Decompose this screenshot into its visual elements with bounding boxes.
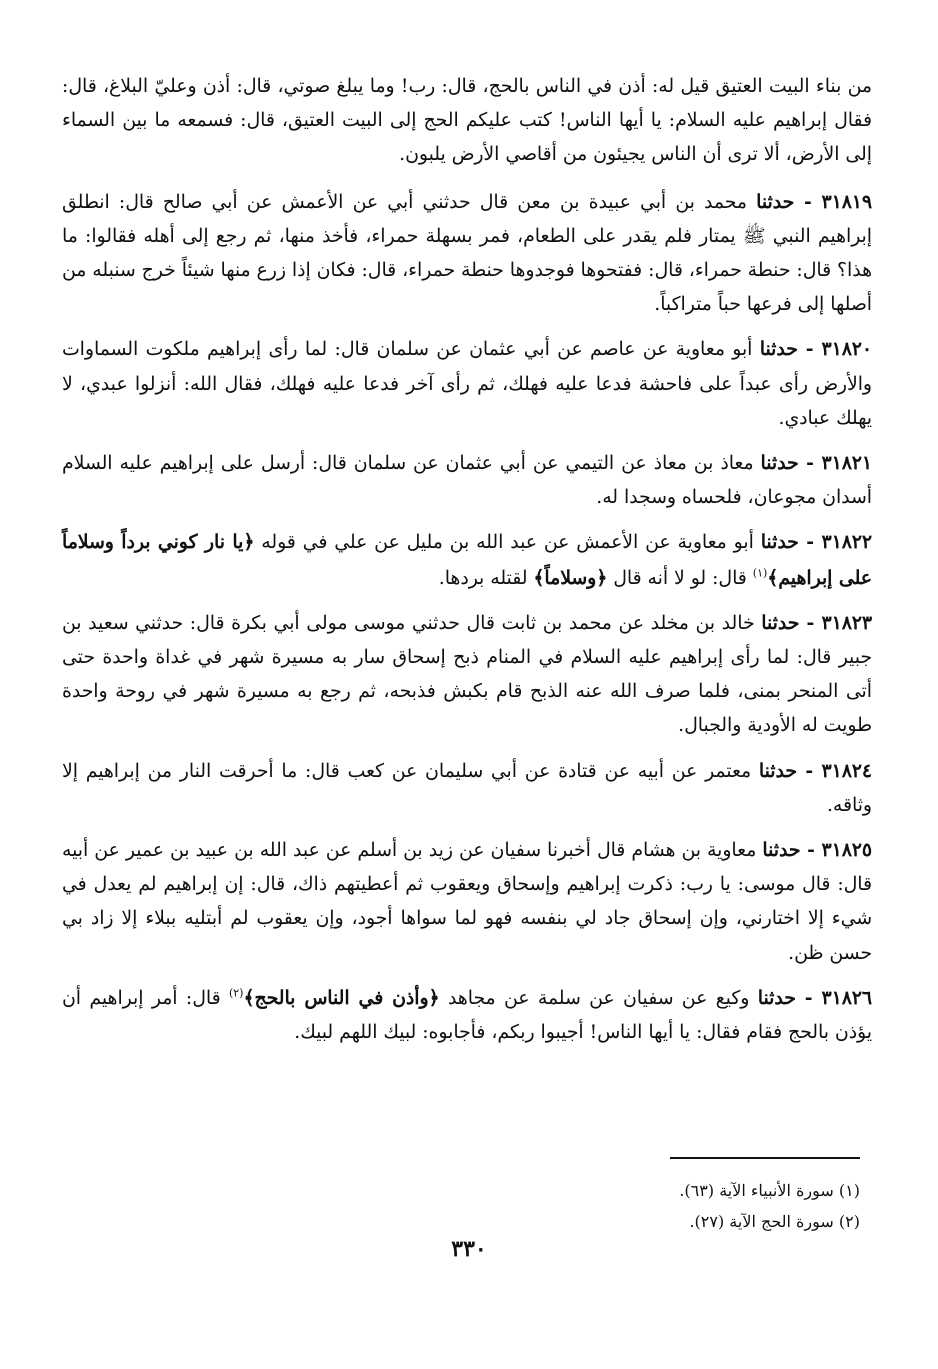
hadith-31823 [62,606,872,744]
page-number: ٣٣٠ [451,1236,487,1262]
paragraph-text: خالد بن مخلد عن محمد بن ثابت قال حدثني موسى مولى أبي بكرة قال: حدثني سعيد بن جبير قال: لما رأى إبراهيم عليه السلام في المنام ذبح إسحاق سار به مسيرة شهر في غداة واحدة حتى أتى المنحر بمنى، فلما صرف الله عنه الذبح قام بكبش فذبحه، ثم رجع به مسيرة شهر في روحة واحدة طويت له الأودية والجبال. [62,612,872,737]
paragraph-text: معاوية بن هشام قال أخبرنا سفيان عن زيد بن أسلم عن عبد الله بن عبيد بن عمير عن أبيه قال: قال موسى: يا رب: ذكرت إبراهيم وإسحاق ويعقوب ثم أعطيتهم ذاك، قال: إن إبراهيم لم يعدل في شيء إلا اختارني، وإن إسحاق جاد لي بنفسه فهو لما سواها أجود، وإن يعقوب لم أبتليه ببلاء إلا زاد بي حسن ظن. [62,840,872,964]
quran-quote: ﴿وأذن في الناس بالحج﴾ [243,986,440,1009]
hadith-31826 [62,981,872,1050]
hadith-number: ٣١٨٢٦ - حدثنا [757,986,872,1009]
hadith-number: ٣١٨٢١ - حدثنا [760,452,872,475]
hadith-number: ٣١٨١٩ - حدثنا [756,190,872,213]
paragraph-text: معاذ بن معاذ عن التيمي عن أبي عثمان عن سلمان قال: أرسل على إبراهيم عليه السلام أسدان مجوعان، فلحساه وسجدا له. [62,453,872,509]
hadith-31824 [62,754,872,823]
footnotes [679,1175,860,1237]
hadith-31825 [62,833,872,971]
paragraph-text: محمد بن أبي عبيدة بن معن قال حدثني أبي عن الأعمش عن أبي صالح قال: انطلق إبراهيم النبي ﷺ يمتار فلم يقدر على الطعام، فمر بسهلة حمراء، فأخذ منها، ثم رجع إلى أهله فقالوا: ما هذا؟ قال: حنطة حمراء، قال: ففتحوها فوجدوها حنطة حمراء، قال: فكان إذا زرع منها شيئاً خرج سنبله من أصلها إلى فرعها حباً متراكباً. [61,191,872,316]
hadith-number: ٣١٨٢٤ - حدثنا [758,759,872,782]
paragraph-text: أبو معاوية عن عاصم عن أبي عثمان عن سلمان قال: لما رأى إبراهيم ملكوت السماوات والأرض رأى عبداً على فاحشة فدعا عليه فهلك، ثم رأى آخر فدعا عليه فهلك، فقال الله: أنزلوا عبدي، لا يهلك عبادي. [62,339,872,429]
footnote-1: (١) سورة الأنبياء الآية (٦٣). [679,1181,860,1200]
footnote-marker[interactable]: (٢) [228,986,244,1000]
hadith-31820 [62,332,872,436]
paragraph-text: لقتله بردها. [438,567,528,589]
paragraph-text: قال: أمر إبراهيم أن يؤذن بالحج فقام فقال: يا أيها الناس! أجيبوا ربكم، فأجابوه: لبيك اللهم لبيك. [62,987,872,1044]
hadith-31821 [62,446,872,515]
quran-quote: ﴿يا نار كوني برداً وسلاماً على إبراهيم﴾ [62,531,872,589]
hadith-number: ٣١٨٢٠ - حدثنا [759,338,872,361]
paragraph-text: قال: لو لا أنه قال [613,567,747,589]
hadith-number: ٣١٨٢٣ - حدثنا [761,611,872,634]
paragraph-continuation [62,70,872,173]
hadith-number: ٣١٨٢٥ - حدثنا [762,839,872,862]
hadith-31819 [62,185,872,323]
page-body [62,70,872,1060]
footnote-marker[interactable]: (١) [752,566,768,580]
paragraph-text: من بناء البيت العتيق قيل له: أذن في الناس بالحج، قال: رب! وما يبلغ صوتي، قال: أذن وعليّ البلاغ، قال: فقال إبراهيم عليه السلام: يا أيها الناس! كتب عليكم الحج إلى البيت العتيق، قال: فسمعه ما بين السماء إلى الأرض، ألا ترى أن الناس يجيئون من أقاصي الأرض يلبون. [62,76,872,166]
paragraph-text: وكيع عن سفيان عن سلمة عن مجاهد [447,987,750,1009]
footnote-2: (٢) سورة الحج الآية (٢٧). [689,1212,860,1231]
quran-quote: ﴿وسلاماً﴾ [533,566,608,589]
paragraph-text: أبو معاوية عن الأعمش عن عبد الله بن مليل عن علي في قوله [261,532,754,554]
hadith-31822 [62,525,872,595]
footnote-divider [670,1157,860,1159]
hadith-number: ٣١٨٢٢ - حدثنا [760,531,872,554]
paragraph-text: معتمر عن أبيه عن قتادة عن أبي سليمان عن كعب قال: ما أحرقت النار من إبراهيم إلا وثاقه. [62,760,872,816]
